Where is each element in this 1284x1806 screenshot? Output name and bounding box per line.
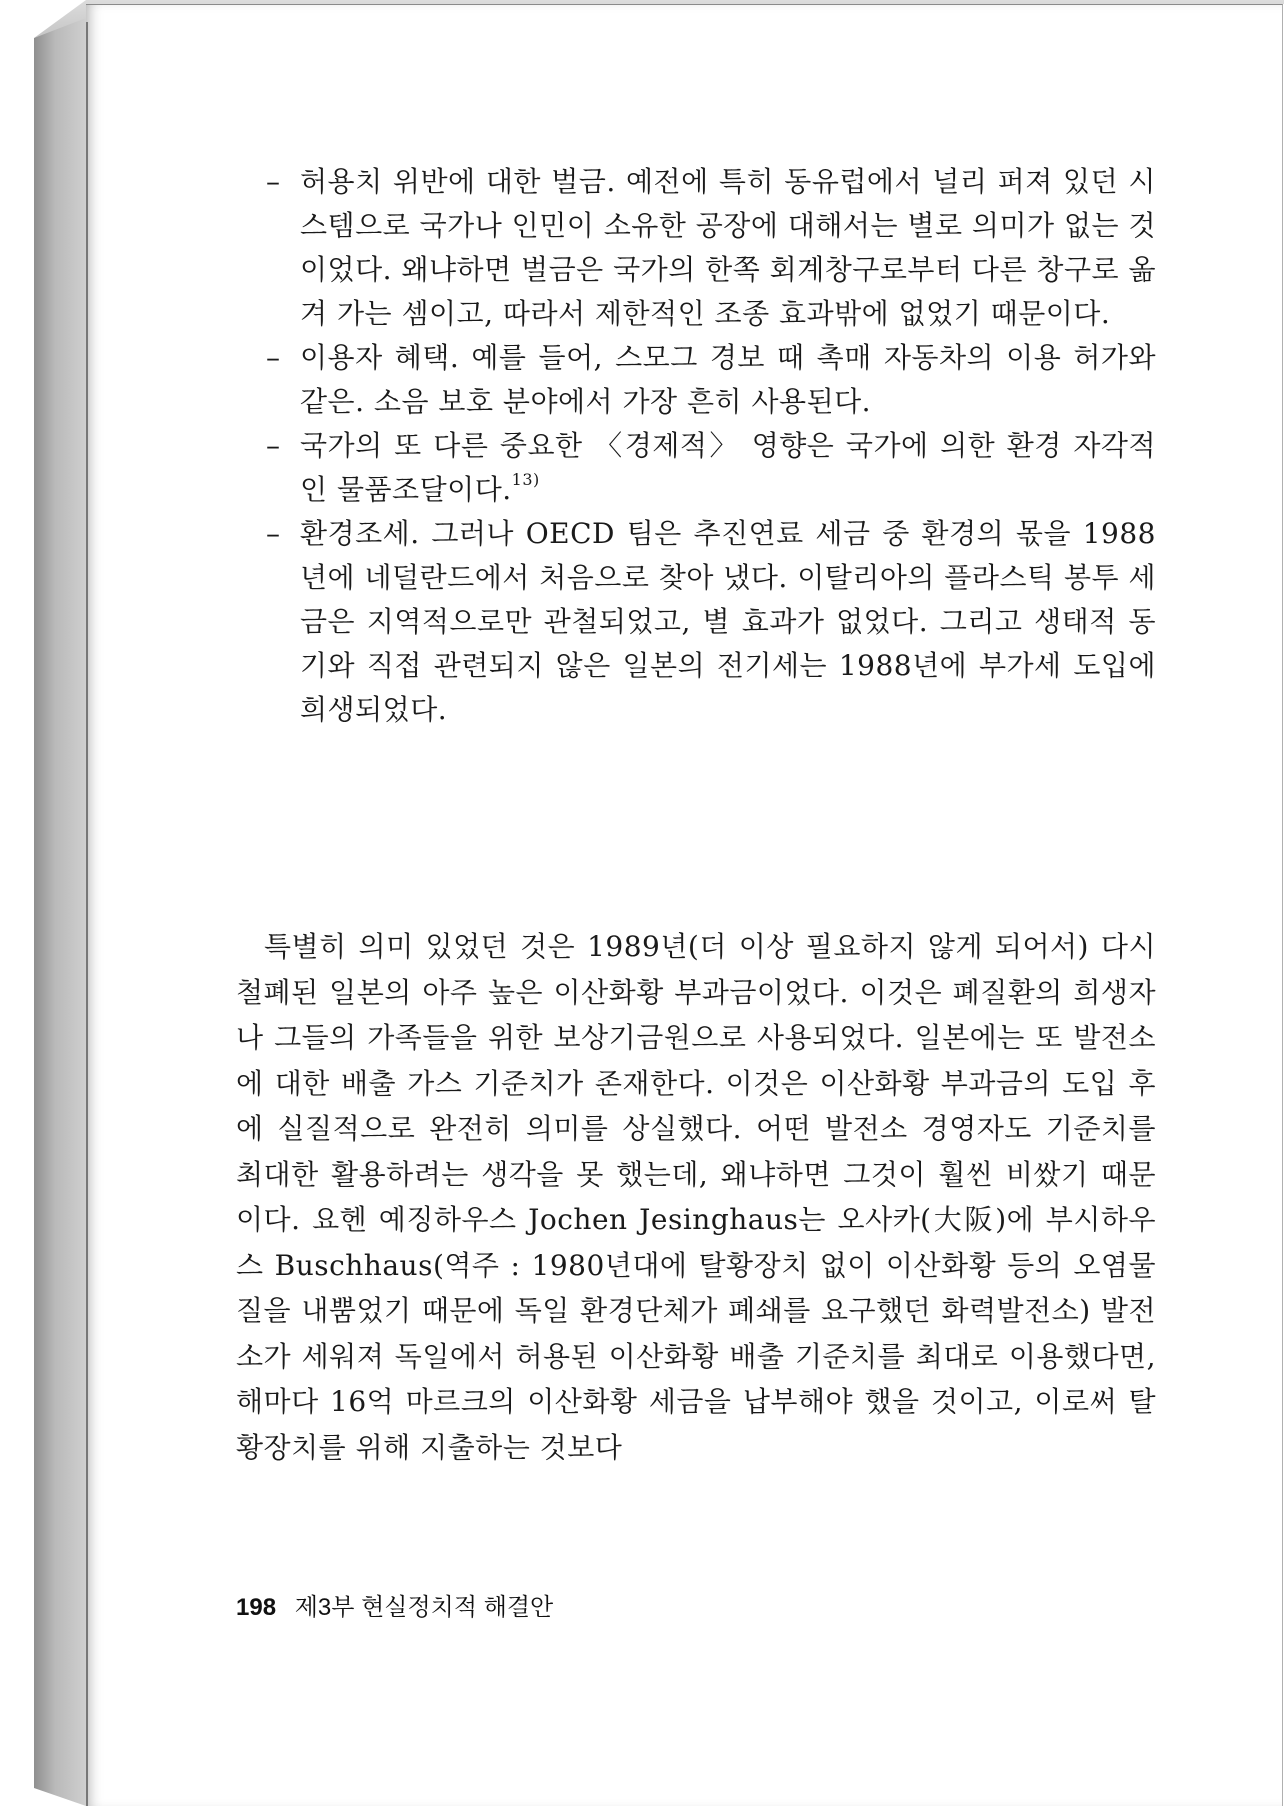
bullet-dash: –: [266, 165, 281, 198]
bullet-text: 이용자 혜택. 예를 들어, 스모그 경보 때 촉매 자동차의 이용 허가와 같은. 소음 보호 분야에서 가장 흔히 사용된다.: [300, 341, 1156, 418]
bullet-dash: –: [266, 429, 281, 462]
page-footer: [236, 1592, 553, 1624]
bullet-dash: –: [266, 341, 281, 374]
list-item: [266, 512, 1156, 732]
bullet-text: 국가의 또 다른 중요한 〈경제적〉 영향은 국가에 의한 환경 자각적인 물품조달이다.: [300, 429, 1156, 506]
book-spine: [34, 18, 86, 1806]
bullet-text: 환경조세. 그러나 OECD 팀은 추진연료 세금 중 환경의 몫을 1988년에 네덜란드에서 처음으로 찾아 냈다. 이탈리아의 플라스틱 봉투 세금은 지역적으로만 관철되었고, 별 효과가 없었다. 그리고 생태적 동기와 직접 관련되지 않은 일본의 전기세는 1988년에 부가세 도입에 희생되었다.: [300, 517, 1156, 726]
body-paragraph: 특별히 의미 있었던 것은 1989년(더 이상 필요하지 않게 되어서) 다시 철폐된 일본의 아주 높은 이산화황 부과금이었다. 이것은 폐질환의 희생자나 그들의 가족들을 위한 보상기금원으로 사용되었다. 일본에는 또 발전소에 대한 배출 가스 기준치가 존재한다. 이것은 이산화황 부과금의 도입 후에 실질적으로 완전히 의미를 상실했다. 어떤 발전소 경영자도 기준치를 최대한 활용하려는 생각을 못 했는데, 왜냐하면 그것이 훨씬 비쌌기 때문이다. 요헨 예징하우스 Jochen Jesinghaus는 오사카(大阪)에 부시하우스 Buschhaus(역주 : 1980년대에 탈황장치 없이 이산화황 등의 오염물질을 내뿜었기 때문에 독일 환경단체가 폐쇄를 요구했던 화력발전소) 발전소가 세워져 독일에서 허용된 이산화황 배출 기준치를 최대로 이용했다면, 해마다 16억 마르크의 이산화황 세금을 납부해야 했을 것이고, 이로써 탈황장치를 위해 지출하는 것보다: [236, 930, 1156, 1464]
list-item: [266, 160, 1156, 336]
list-item: [266, 424, 1156, 512]
bullet-text-with-footnote: [300, 424, 1156, 512]
bullet-text: 허용치 위반에 대한 벌금. 예전에 특히 동유럽에서 널리 퍼져 있던 시스템으로 국가나 인민이 소유한 공장에 대해서는 별로 의미가 없는 것이었다. 왜냐하면 벌금은 국가의 한쪽 회계창구로부터 다른 창구로 옮겨 가는 셈이고, 따라서 제한적인 조종 효과밖에 없었기 때문이다.: [300, 165, 1156, 330]
bullet-list: [266, 160, 1156, 732]
bullet-dash: –: [266, 517, 281, 550]
page-number: 198: [236, 1594, 277, 1621]
footnote-marker: 13): [511, 469, 540, 489]
page-edge-line: [86, 22, 88, 1806]
list-item: [266, 336, 1156, 424]
running-footer-title: 제3부 현실정치적 해결안: [294, 1594, 554, 1621]
